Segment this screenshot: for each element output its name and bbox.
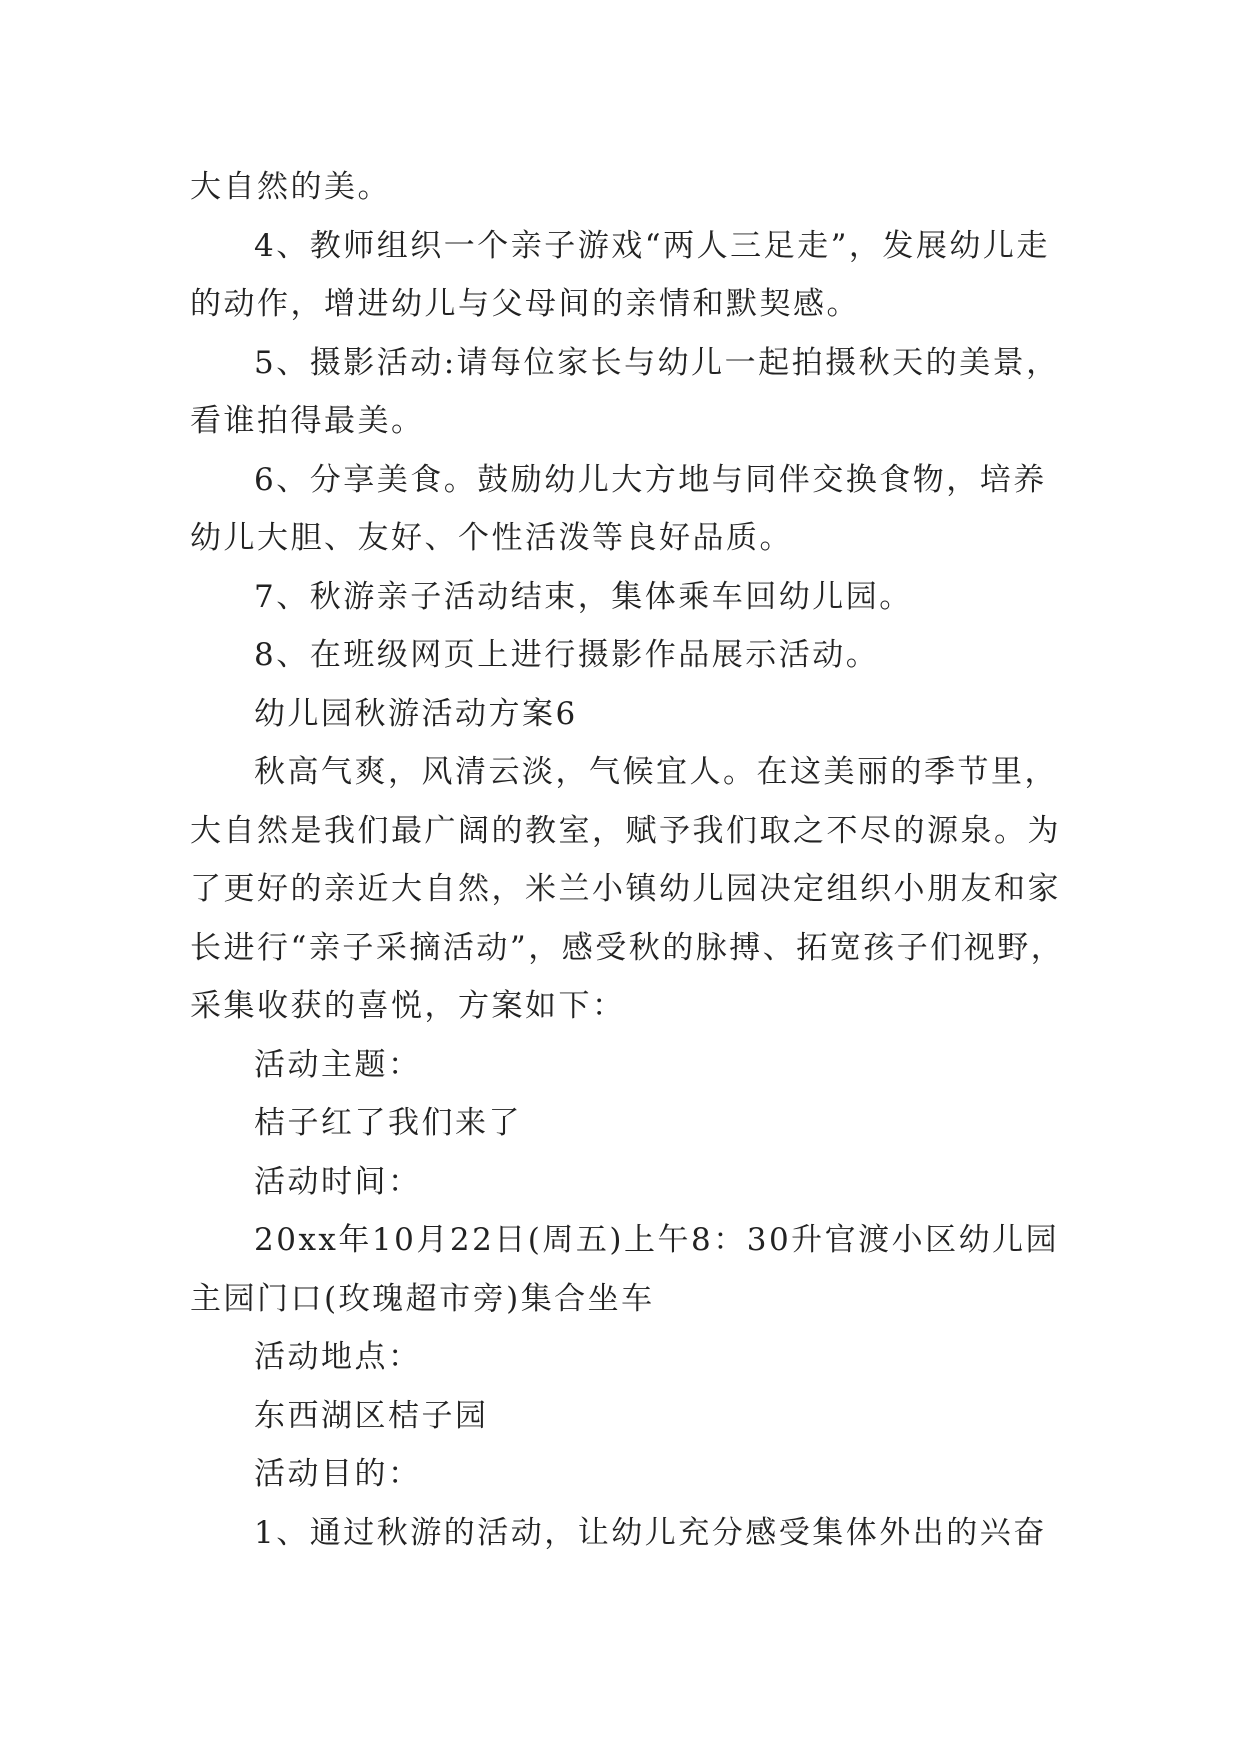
text-line: 采集收获的喜悦，方案如下：	[190, 988, 626, 1024]
field-value: 20xx年10月22日(周五)上午8：30升官渡小区幼儿园	[254, 1222, 1060, 1258]
field-label: 活动地点：	[254, 1339, 422, 1375]
field-value: 东西湖区桔子园	[254, 1397, 489, 1434]
text-line: 了更好的亲近大自然，米兰小镇幼儿园决定组织小朋友和家	[190, 871, 1061, 907]
section-heading: 幼儿园秋游活动方案6	[254, 695, 578, 732]
field-value: 主园门口(玫瑰超市旁)集合坐车	[190, 1280, 655, 1317]
body-text	[190, 158, 1065, 1562]
text-line: 长进行“亲子采摘活动”，感受秋的脉搏、拓宽孩子们视野，	[190, 929, 1065, 966]
text-line: 6、分享美食。鼓励幼儿大方地与同伴交换食物，培养	[254, 461, 1047, 498]
text-line: 7、秋游亲子活动结束，集体乘车回幼儿园。	[254, 578, 913, 615]
text-line: 8、在班级网页上进行摄影作品展示活动。	[254, 637, 880, 673]
text-line: 秋高气爽，风清云淡，气候宜人。在这美丽的季节里，	[254, 754, 1058, 790]
text-line: 5、摄影活动:请每位家长与幼儿一起拍摄秋天的美景，	[254, 344, 1060, 381]
text-line: 幼儿大胆、友好、个性活泼等良好品质。	[190, 520, 793, 556]
text-line: 大自然的美。	[190, 169, 391, 205]
text-line: 看谁拍得最美。	[190, 403, 425, 439]
field-label: 活动主题：	[254, 1046, 422, 1083]
text-line: 1、通过秋游的活动，让幼儿充分感受集体外出的兴奋	[254, 1514, 1047, 1551]
field-label: 活动目的：	[254, 1456, 422, 1492]
text-line: 大自然是我们最广阔的教室，赋予我们取之不尽的源泉。为	[190, 812, 1061, 849]
text-line: 的动作，增进幼儿与父母间的亲情和默契感。	[190, 286, 860, 322]
field-value: 桔子红了我们来了	[254, 1105, 522, 1141]
text-line: 4、教师组织一个亲子游戏“两人三足走”，发展幼儿走	[254, 227, 1050, 264]
field-label: 活动时间：	[254, 1163, 422, 1200]
